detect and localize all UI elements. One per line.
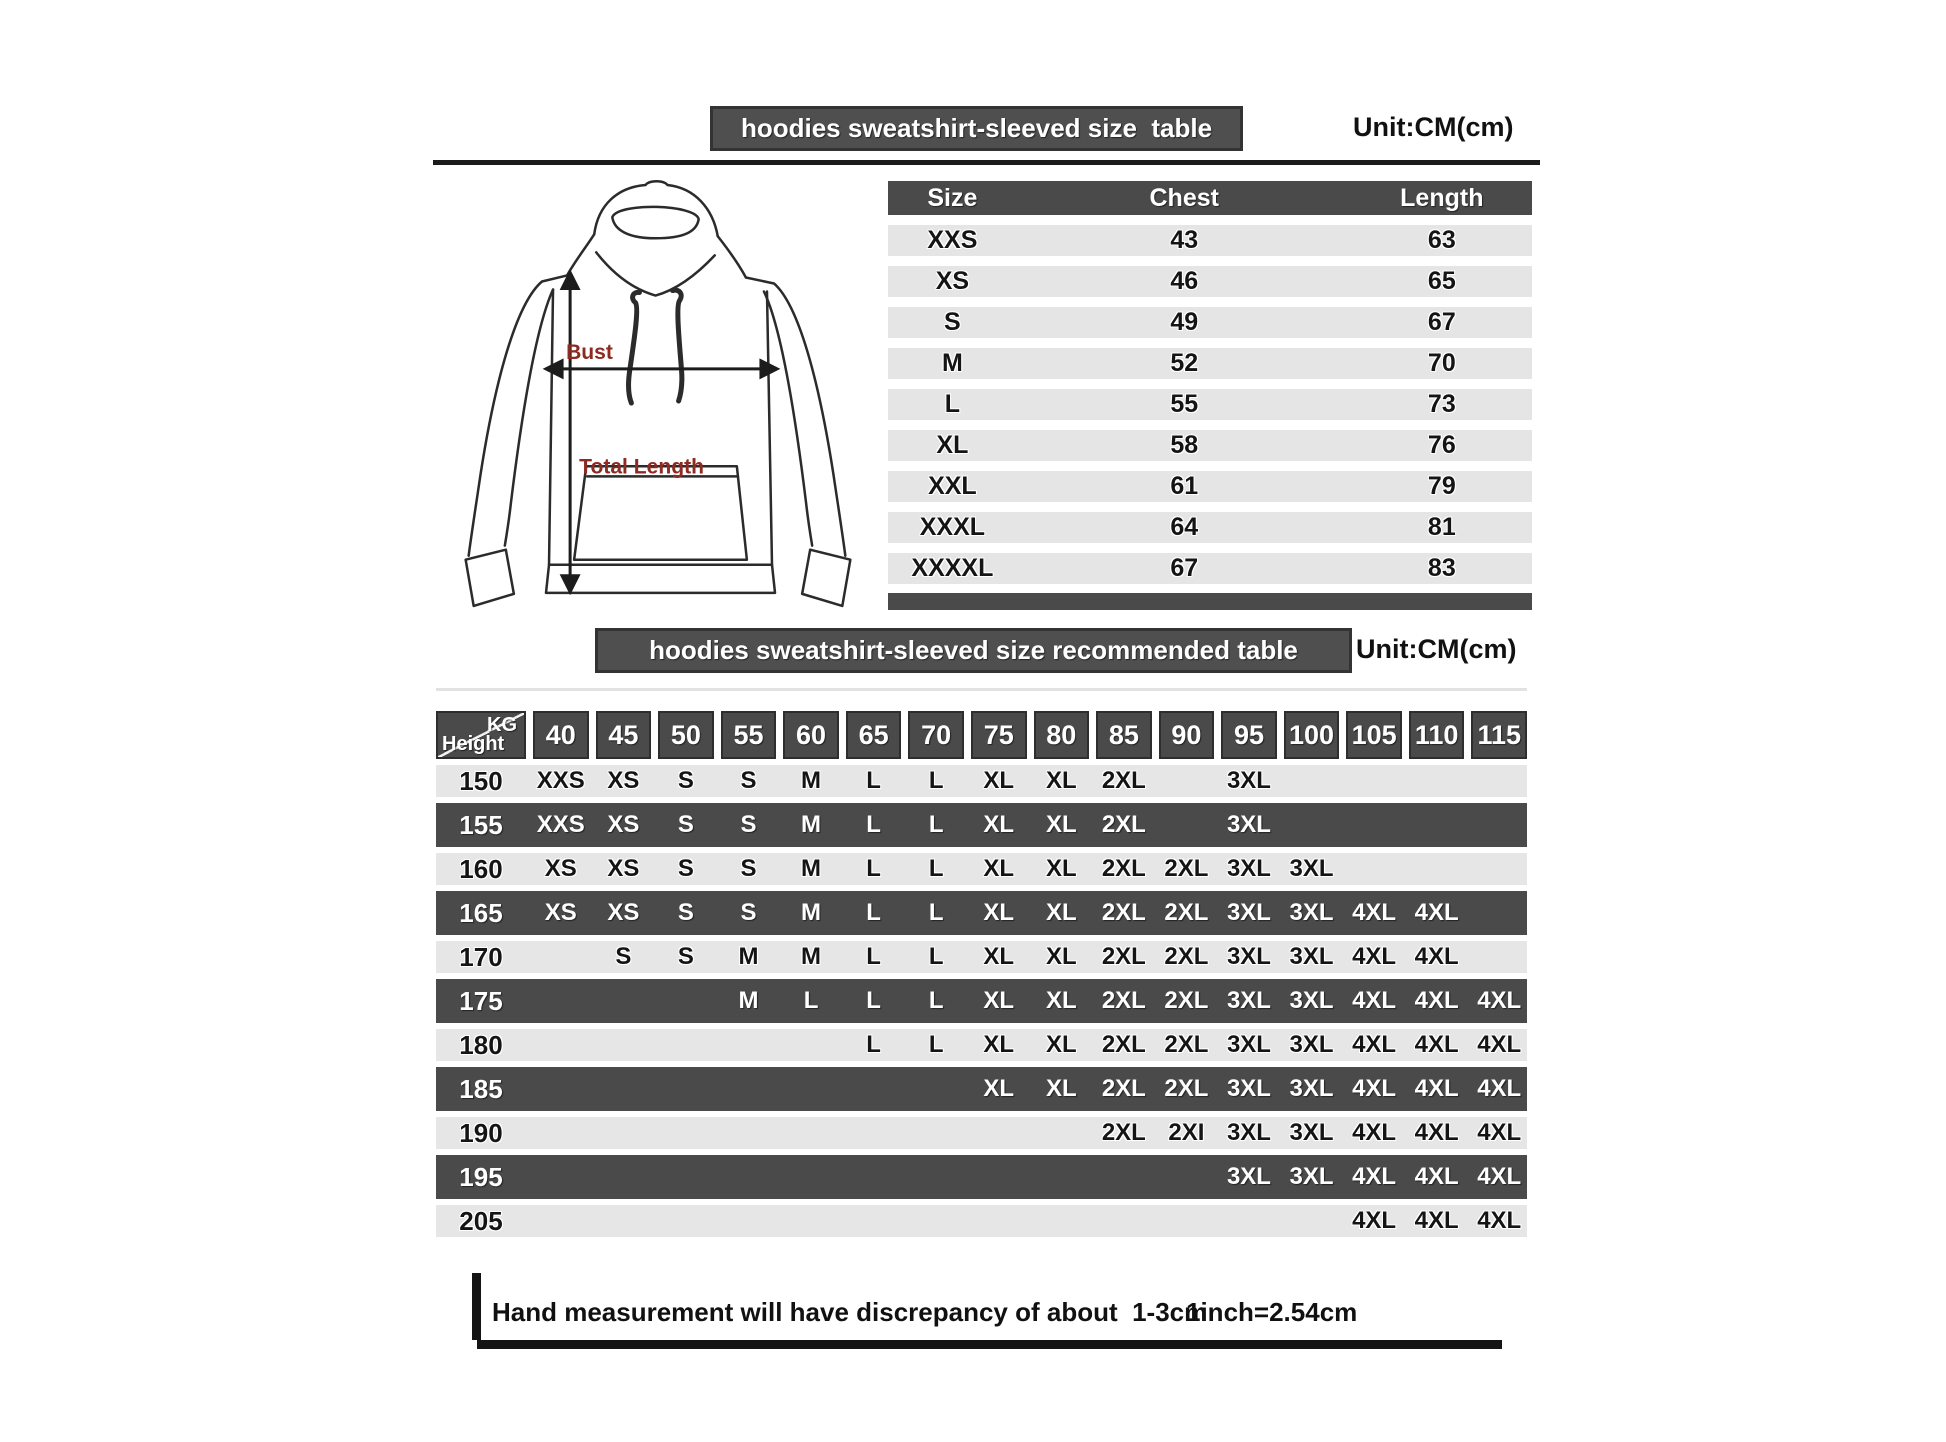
- recommended-size-cell: 4XL: [1414, 899, 1459, 926]
- size-table-row: [888, 225, 1532, 256]
- weight-header-cell: 50: [658, 711, 714, 759]
- recommended-size-table: [436, 711, 1527, 1237]
- column-header-length: Length: [1400, 183, 1484, 212]
- recommended-size-cell: 4XL: [1352, 1031, 1397, 1058]
- recommended-size-cell: XL: [1045, 943, 1077, 970]
- size-table-cell: XS: [935, 267, 970, 295]
- size-table-row: [888, 430, 1532, 461]
- recommended-size-cell: 4XL: [1352, 943, 1397, 970]
- size-table-cell: 67: [1170, 554, 1199, 582]
- height-cell: 165: [459, 897, 503, 928]
- bust-label: Bust: [566, 340, 613, 364]
- recommended-size-cell: 3XL: [1226, 1163, 1271, 1190]
- weight-header-cell: 40: [533, 711, 589, 759]
- recommended-size-cell: 2XL: [1164, 987, 1209, 1014]
- recommended-size-cell: 2XL: [1101, 987, 1146, 1014]
- weight-header-cell: 80: [1034, 711, 1090, 759]
- recommended-size-cell: 4XL: [1352, 1163, 1397, 1190]
- recommended-size-cell: 2XL: [1164, 1075, 1209, 1102]
- size-table-cell: 79: [1427, 472, 1456, 500]
- corner-cell: [436, 711, 526, 759]
- recommended-size-cell: 3XL: [1289, 1119, 1334, 1146]
- size-table-title-bar: [710, 106, 1243, 151]
- recommended-size-cell: XL: [983, 1075, 1015, 1102]
- recommended-size-cell: 3XL: [1289, 1031, 1334, 1058]
- size-table-cell: 55: [1170, 390, 1199, 418]
- size-table-cell: XL: [936, 431, 969, 459]
- recommended-size-cell: XL: [1045, 767, 1077, 794]
- recommended-size-cell: S: [677, 943, 694, 970]
- recommended-size-cell: L: [928, 899, 944, 926]
- recommended-size-cell: 3XL: [1289, 855, 1334, 882]
- recommended-size-cell: L: [866, 811, 881, 838]
- recommended-size-cell: 4XL: [1352, 1075, 1397, 1102]
- recommended-size-cell: 3XL: [1226, 767, 1271, 794]
- recommended-size-cell: 2XL: [1164, 1031, 1209, 1058]
- recommended-row: [436, 1067, 1527, 1111]
- recommended-table-title-bar: [595, 628, 1352, 673]
- footer-left-bar: [472, 1273, 481, 1340]
- recommended-size-cell: 2XL: [1101, 943, 1146, 970]
- recommended-size-cell: L: [928, 987, 944, 1014]
- size-table-cell: 58: [1170, 431, 1199, 459]
- recommended-size-cell: S: [740, 767, 757, 794]
- recommended-size-cell: L: [866, 767, 881, 794]
- measurement-note: Hand measurement will have discrepancy of about 1-3cm: [492, 1297, 1208, 1327]
- inch-conversion-note: 1inch=2.54cm: [1186, 1297, 1358, 1327]
- recommended-table-title: hoodies sweatshirt-sleeved size recommended table: [649, 635, 1298, 665]
- recommended-size-cell: 3XL: [1226, 1119, 1271, 1146]
- size-table-cell: XXS: [927, 226, 978, 254]
- recommended-size-cell: 4XL: [1352, 1119, 1397, 1146]
- weight-header-cell: 100: [1284, 711, 1340, 759]
- recommended-size-cell: M: [801, 855, 822, 882]
- height-cell: 170: [459, 941, 503, 972]
- height-cell: 160: [459, 853, 503, 884]
- recommended-size-cell: XL: [983, 1031, 1015, 1058]
- recommended-size-cell: 3XL: [1226, 855, 1271, 882]
- recommended-size-cell: 4XL: [1414, 1031, 1459, 1058]
- recommended-size-cell: S: [740, 899, 757, 926]
- size-table-cell: S: [944, 308, 961, 336]
- height-cell: 180: [459, 1029, 503, 1060]
- height-cell: 195: [459, 1161, 503, 1192]
- recommended-size-cell: XL: [983, 943, 1015, 970]
- recommended-size-cell: S: [677, 811, 694, 838]
- recommended-size-cell: 2XL: [1101, 855, 1146, 882]
- weight-header-cell: 65: [846, 711, 902, 759]
- recommended-size-cell: 3XL: [1226, 1075, 1271, 1102]
- recommended-size-cell: 4XL: [1477, 987, 1522, 1014]
- recommended-size-cell: XXS: [536, 811, 585, 838]
- size-table-cell: M: [941, 349, 963, 377]
- recommended-size-cell: 3XL: [1289, 1163, 1334, 1190]
- height-cell: 190: [459, 1117, 503, 1148]
- recommended-size-cell: M: [801, 811, 822, 838]
- recommended-size-cell: 2XL: [1101, 1075, 1146, 1102]
- recommended-row: [436, 1205, 1527, 1237]
- unit-label-top: Unit:CM(cm): [1353, 112, 1514, 142]
- recommended-size-cell: 4XL: [1352, 1207, 1397, 1234]
- size-table-cell: 43: [1170, 226, 1199, 254]
- recommended-size-cell: XS: [607, 899, 640, 926]
- recommended-size-cell: 2XI: [1168, 1119, 1205, 1146]
- recommended-size-cell: 4XL: [1477, 1119, 1522, 1146]
- hoodie-outline: [466, 181, 851, 606]
- size-table-cell: 49: [1170, 308, 1199, 336]
- column-header-chest: Chest: [1149, 183, 1219, 212]
- weight-header-cell: 45: [596, 711, 652, 759]
- recommended-size-cell: M: [738, 987, 759, 1014]
- recommended-row: [436, 1029, 1527, 1061]
- size-table-cell: 63: [1427, 226, 1456, 254]
- size-table-cell: 81: [1427, 513, 1456, 541]
- recommended-size-cell: 3XL: [1226, 987, 1271, 1014]
- recommended-size-cell: 3XL: [1226, 899, 1271, 926]
- size-table-cell: 67: [1427, 308, 1456, 336]
- recommended-size-cell: S: [677, 899, 694, 926]
- recommended-size-cell: L: [866, 987, 881, 1014]
- recommended-size-cell: 2XL: [1101, 1031, 1146, 1058]
- size-table-cell: 46: [1170, 267, 1199, 295]
- recommended-size-cell: XL: [1045, 1031, 1077, 1058]
- recommended-size-cell: 4XL: [1414, 1119, 1459, 1146]
- recommended-row: [436, 941, 1527, 973]
- size-table-cell: 73: [1427, 390, 1456, 418]
- size-table-row: [888, 512, 1532, 543]
- size-table-row: [888, 553, 1532, 584]
- recommended-size-cell: XL: [1045, 1075, 1077, 1102]
- recommended-size-cell: XL: [983, 987, 1015, 1014]
- recommended-size-cell: S: [740, 811, 757, 838]
- recommended-row: [436, 765, 1527, 797]
- height-cell: 205: [459, 1205, 503, 1236]
- total-length-label: Total Length: [579, 455, 705, 479]
- recommended-size-cell: L: [928, 1031, 944, 1058]
- recommended-size-cell: M: [801, 767, 822, 794]
- recommended-size-cell: S: [677, 855, 694, 882]
- recommended-size-cell: 4XL: [1477, 1031, 1522, 1058]
- weight-header-cell: 70: [908, 711, 964, 759]
- size-table-cell: 83: [1427, 554, 1456, 582]
- recommended-size-cell: XXS: [536, 767, 585, 794]
- recommended-row: [436, 979, 1527, 1023]
- recommended-size-cell: M: [801, 899, 822, 926]
- recommended-size-cell: S: [677, 767, 694, 794]
- size-table-row: [888, 266, 1532, 297]
- size-table-cell: 76: [1427, 431, 1456, 459]
- kg-label: KG: [487, 714, 517, 736]
- recommended-size-cell: XS: [544, 899, 577, 926]
- recommended-size-cell: M: [738, 943, 759, 970]
- size-table-row: [888, 307, 1532, 338]
- weight-header-cell: 90: [1159, 711, 1215, 759]
- recommended-size-cell: 4XL: [1414, 1075, 1459, 1102]
- recommended-size-cell: L: [866, 899, 881, 926]
- height-cell: 175: [459, 985, 503, 1016]
- size-table-cell: L: [944, 390, 961, 418]
- hoodie-measurement-diagram: [445, 172, 873, 624]
- recommended-size-cell: XL: [1045, 987, 1077, 1014]
- recommended-size-cell: 4XL: [1477, 1207, 1522, 1234]
- size-table-cell: 70: [1427, 349, 1456, 377]
- size-table-row: [888, 471, 1532, 502]
- weight-header-cell: 115: [1471, 711, 1527, 759]
- weight-header-cell: 95: [1221, 711, 1277, 759]
- height-axis-label: Height: [442, 733, 505, 755]
- weight-header-cell: 110: [1409, 711, 1465, 759]
- size-table-cell: XXXXL: [911, 554, 994, 582]
- recommended-size-cell: 2XL: [1101, 811, 1146, 838]
- recommended-row: [436, 1117, 1527, 1149]
- recommended-size-cell: 3XL: [1289, 1075, 1334, 1102]
- recommended-size-cell: 2XL: [1101, 1119, 1146, 1146]
- recommended-size-cell: L: [928, 943, 944, 970]
- recommended-size-cell: 2XL: [1164, 943, 1209, 970]
- recommended-size-cell: S: [740, 855, 757, 882]
- recommended-size-cell: L: [866, 855, 881, 882]
- size-table-title: hoodies sweatshirt-sleeved size table: [740, 113, 1213, 143]
- recommended-size-cell: 4XL: [1414, 987, 1459, 1014]
- recommended-size-cell: 3XL: [1226, 1031, 1271, 1058]
- size-table-bottom-bar: [888, 593, 1532, 610]
- size-table-cell: 52: [1170, 349, 1199, 377]
- size-table-cell: XXXL: [919, 513, 986, 541]
- recommended-table-body: [436, 765, 1527, 1237]
- weight-header-cell: 75: [971, 711, 1027, 759]
- recommended-size-cell: L: [866, 943, 881, 970]
- recommended-size-cell: L: [928, 767, 944, 794]
- recommended-size-cell: 4XL: [1414, 1163, 1459, 1190]
- recommended-size-cell: XL: [983, 855, 1015, 882]
- unit-label-bottom: Unit:CM(cm): [1356, 634, 1517, 664]
- size-table-header-row: [888, 181, 1532, 215]
- recommended-size-cell: 3XL: [1289, 943, 1334, 970]
- recommended-size-cell: L: [803, 987, 819, 1014]
- recommended-size-cell: 3XL: [1289, 987, 1334, 1014]
- size-table-cell: XXL: [928, 472, 977, 500]
- size-table-body: [888, 225, 1532, 584]
- recommended-size-cell: 2XL: [1164, 899, 1209, 926]
- recommended-row: [436, 1155, 1527, 1199]
- recommended-size-cell: 4XL: [1477, 1163, 1522, 1190]
- weight-header-cell: 85: [1096, 711, 1152, 759]
- recommended-size-cell: XL: [983, 899, 1015, 926]
- recommended-size-cell: 3XL: [1226, 811, 1271, 838]
- recommended-size-cell: 2XL: [1101, 767, 1146, 794]
- weight-header-cell: 105: [1346, 711, 1402, 759]
- recommended-size-cell: XS: [544, 855, 577, 882]
- recommended-size-cell: 2XL: [1101, 899, 1146, 926]
- recommended-size-cell: S: [615, 943, 632, 970]
- recommended-row: [436, 803, 1527, 847]
- recommended-size-cell: L: [928, 855, 944, 882]
- recommended-size-cell: XS: [607, 767, 640, 794]
- height-cell: 150: [459, 765, 503, 796]
- size-table-cell: 64: [1170, 513, 1199, 541]
- horizontal-divider: [433, 160, 1540, 165]
- weight-header-cell: 55: [721, 711, 777, 759]
- recommended-row: [436, 891, 1527, 935]
- recommended-size-cell: 2XL: [1164, 855, 1209, 882]
- footer-bottom-bar: [477, 1340, 1502, 1349]
- recommended-table-header-row: [436, 711, 1527, 759]
- recommended-size-cell: XL: [983, 811, 1015, 838]
- light-divider: [436, 688, 1527, 691]
- column-header-size: Size: [927, 183, 978, 212]
- recommended-size-cell: XL: [1045, 811, 1077, 838]
- recommended-row: [436, 853, 1527, 885]
- recommended-size-cell: 3XL: [1289, 899, 1334, 926]
- recommended-size-cell: L: [866, 1031, 881, 1058]
- recommended-size-cell: 4XL: [1352, 899, 1397, 926]
- height-cell: 185: [459, 1073, 503, 1104]
- recommended-size-cell: L: [928, 811, 944, 838]
- recommended-size-cell: 4XL: [1352, 987, 1397, 1014]
- size-table-cell: 61: [1170, 472, 1199, 500]
- recommended-size-cell: M: [801, 943, 822, 970]
- recommended-size-cell: XS: [607, 811, 640, 838]
- size-table: [888, 181, 1532, 610]
- weight-header-cell: 60: [783, 711, 839, 759]
- recommended-size-cell: 4XL: [1477, 1075, 1522, 1102]
- height-cell: 155: [459, 809, 503, 840]
- recommended-size-cell: XL: [1045, 899, 1077, 926]
- recommended-size-cell: XS: [607, 855, 640, 882]
- size-table-cell: 65: [1427, 267, 1456, 295]
- recommended-size-cell: 4XL: [1414, 943, 1459, 970]
- size-table-row: [888, 348, 1532, 379]
- recommended-size-cell: XL: [1045, 855, 1077, 882]
- size-table-row: [888, 389, 1532, 420]
- recommended-size-cell: 4XL: [1414, 1207, 1459, 1234]
- recommended-size-cell: XL: [983, 767, 1015, 794]
- recommended-size-cell: 3XL: [1226, 943, 1271, 970]
